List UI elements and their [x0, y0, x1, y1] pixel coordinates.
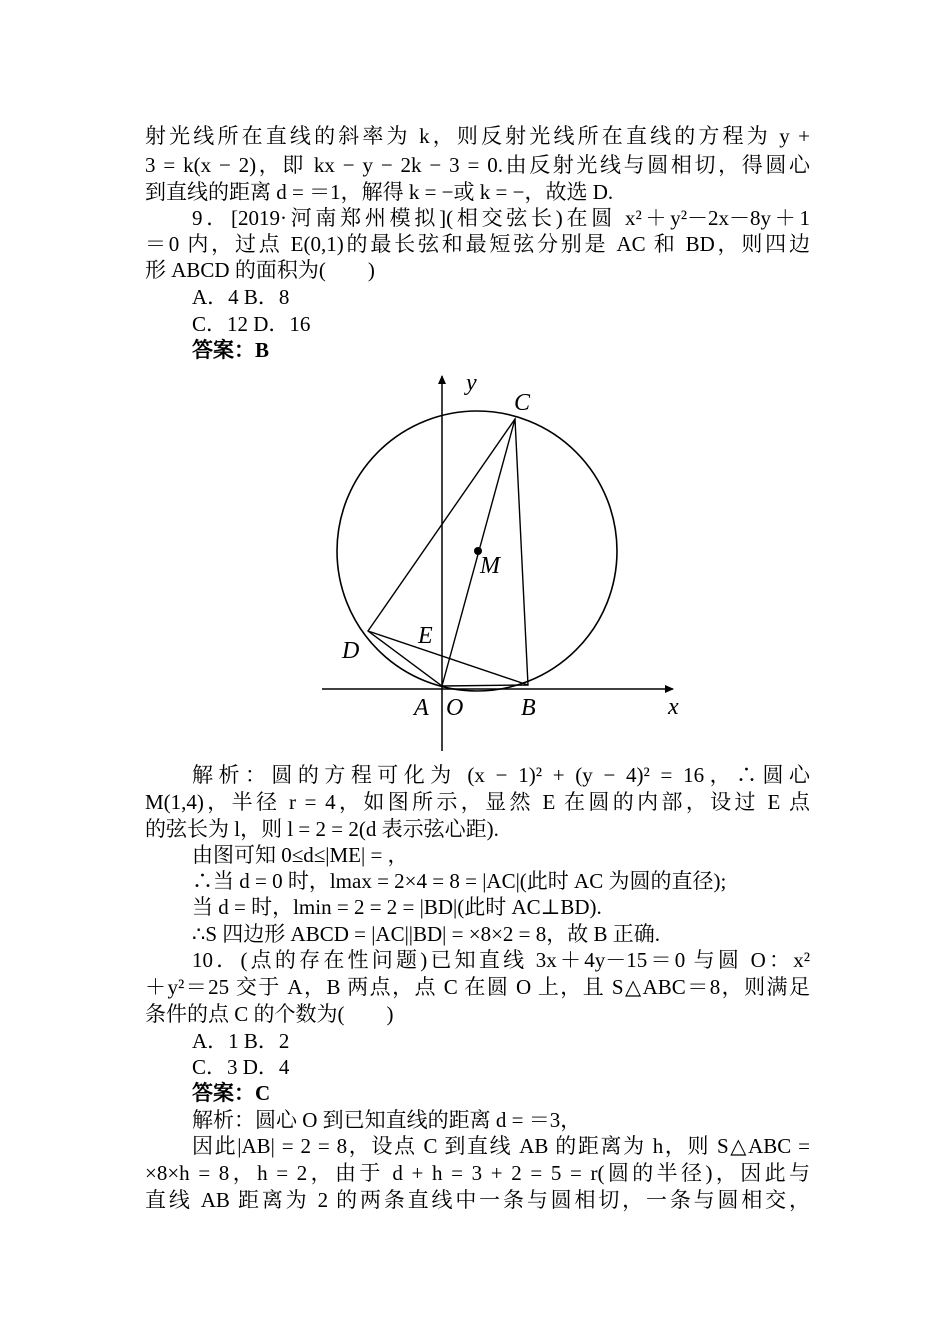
- question-9-line-1: 9．[2019·河南郑州模拟](相交弦长)在圆 x²＋y²－2x－8y＋1: [192, 206, 810, 230]
- text-line-1: 射光线所在直线的斜率为 k，则反射光线所在直线的方程为 y +: [145, 124, 810, 148]
- circle-diagram-svg: [318, 366, 690, 752]
- label-y: y: [466, 370, 477, 396]
- question-10-line-3: 条件的点 C 的个数为( ): [145, 1002, 394, 1026]
- solution-9-line-5: ∴当 d = 0 时，lmax = 2×4 = 8 = |AC|(此时 AC 为圆的直径);: [192, 869, 727, 893]
- solution-9-line-6: 当 d = 时，lmin = 2 = 2 = |BD|(此时 AC⊥BD).: [192, 895, 602, 919]
- question-9-line-2: ＝0 内，过点 E(0,1)的最长弦和最短弦分别是 AC 和 BD，则四边: [145, 232, 810, 256]
- question-10-options-cd: C．3 D．4: [192, 1055, 290, 1079]
- question-10-line-1: 10．(点的存在性问题)已知直线 3x＋4y－15＝0 与圆 O：x²: [192, 948, 810, 972]
- question-9-answer: 答案：B: [192, 338, 270, 362]
- label-x: x: [668, 694, 679, 720]
- label-d: D: [342, 638, 360, 664]
- circle-diagram: [318, 366, 690, 752]
- solution-10-line-2: 因此|AB| = 2 = 8，设点 C 到直线 AB 的距离为 h，则 S△ABC =: [192, 1134, 810, 1158]
- label-o: O: [446, 695, 464, 721]
- solution-10-line-4: 直线 AB 距离为 2 的两条直线中一条与圆相切，一条与圆相交，: [145, 1188, 810, 1212]
- label-m: M: [480, 553, 500, 579]
- text-line-2: 3 = k(x − 2)，即 kx − y − 2k − 3 = 0.由反射光线与圆相切，得圆心: [145, 153, 810, 177]
- question-10-answer: 答案：C: [192, 1081, 271, 1105]
- question-9-options-cd: C．12 D．16: [192, 312, 311, 336]
- label-a: A: [414, 695, 429, 721]
- chord-bd: [368, 631, 528, 685]
- solution-9-line-4: 由图可知 0≤d≤|ME| = ，: [192, 843, 409, 867]
- solution-10-line-3: ×8×h = 8，h = 2，由于 d + h = 3 + 2 = 5 = r(圆的半径)，因此与: [145, 1161, 810, 1185]
- question-9-options-ab: A．4 B．8: [192, 285, 290, 309]
- solution-9-line-7: ∴S 四边形 ABCD = |AC||BD| = ×8×2 = 8，故 B 正确.: [192, 922, 661, 946]
- label-e: E: [418, 623, 433, 649]
- solution-9-line-2: M(1,4)，半径 r = 4，如图所示，显然 E 在圆的内部，设过 E 点: [145, 790, 810, 814]
- solution-10-line-1: 解析：圆心 O 到已知直线的距离 d = ＝3，: [192, 1108, 582, 1132]
- question-10-options-ab: A．1 B．2: [192, 1029, 290, 1053]
- solution-9-line-3: 的弦长为 l，则 l = 2 = 2(d 表示弦心距).: [145, 817, 499, 841]
- text-line-3: 到直线的距离 d = ＝1，解得 k = −或 k = −，故选 D.: [145, 180, 614, 204]
- label-b: B: [521, 695, 536, 721]
- solution-9-line-1: 解析：圆的方程可化为 (x − 1)² + (y − 4)² = 16，∴圆心: [192, 763, 810, 787]
- question-9-line-3: 形 ABCD 的面积为( ): [145, 258, 375, 282]
- question-10-line-2: ＋y²＝25 交于 A，B 两点，点 C 在圆 O 上，且 S△ABC＝8，则满足: [145, 975, 810, 999]
- label-c: C: [514, 390, 531, 416]
